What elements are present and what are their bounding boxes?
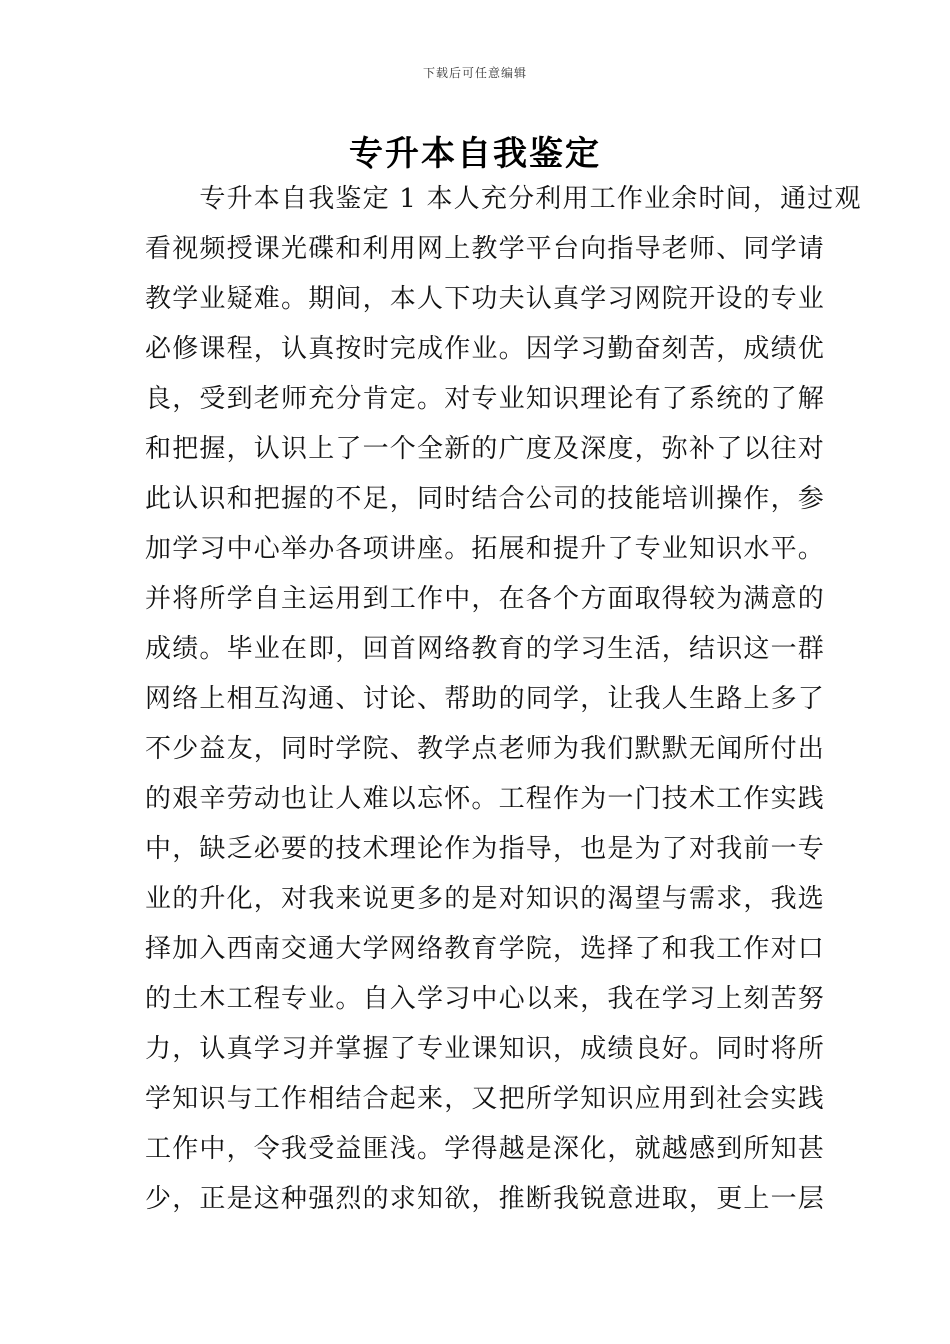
paragraph-line: 力，认真学习并掌握了专业课知识，成绩良好。同时将所: [145, 1034, 826, 1064]
paragraph-line: 成绩。毕业在即，回首网络教育的学习生活，结识这一群: [145, 634, 826, 664]
paragraph-line: 不少益友，同时学院、教学点老师为我们默默无闻所付出: [145, 734, 826, 764]
paragraph-line: 和把握，认识上了一个全新的广度及深度，弥补了以往对: [145, 434, 826, 464]
paragraph-line: 加学习中心举办各项讲座。拓展和提升了专业知识水平。: [145, 534, 826, 564]
paragraph-line: 的土木工程专业。自入学习中心以来，我在学习上刻苦努: [145, 984, 826, 1014]
paragraph-line: 并将所学自主运用到工作中，在各个方面取得较为满意的: [145, 584, 826, 614]
paragraph-line: 择加入西南交通大学网络教育学院，选择了和我工作对口: [145, 934, 826, 964]
paragraph-line: 良，受到老师充分肯定。对专业知识理论有了系统的了解: [145, 384, 826, 414]
document-title: 专升本自我鉴定: [349, 134, 601, 174]
paragraph-line: 学知识与工作相结合起来，又把所学知识应用到社会实践: [145, 1084, 826, 1114]
paragraph-line: 工作中，令我受益匪浅。学得越是深化，就越感到所知甚: [145, 1134, 826, 1164]
paragraph-line: 教学业疑难。期间，本人下功夫认真学习网院开设的专业: [145, 284, 826, 314]
paragraph-line: 专升本自我鉴定 1 本人充分利用工作业余时间，通过观: [145, 184, 862, 214]
paragraph-line: 看视频授课光碟和利用网上教学平台向指导老师、同学请: [145, 234, 826, 264]
body-paragraph: [145, 174, 862, 1224]
paragraph-line: 网络上相互沟通、讨论、帮助的同学，让我人生路上多了: [145, 684, 826, 714]
paragraph-line: 的艰辛劳动也让人难以忘怀。工程作为一门技术工作实践: [145, 784, 826, 814]
header-note: 下载后可任意编辑: [422, 66, 527, 80]
paragraph-line: 少，正是这种强烈的求知欲，推断我锐意进取，更上一层: [145, 1184, 826, 1214]
paragraph-line: 必修课程，认真按时完成作业。因学习勤奋刻苦，成绩优: [145, 334, 826, 364]
paragraph-line: 中，缺乏必要的技术理论作为指导，也是为了对我前一专: [145, 834, 826, 864]
paragraph-line: 此认识和把握的不足，同时结合公司的技能培训操作，参: [145, 484, 826, 514]
paragraph-line: 业的升化，对我来说更多的是对知识的渴望与需求，我选: [145, 884, 826, 914]
